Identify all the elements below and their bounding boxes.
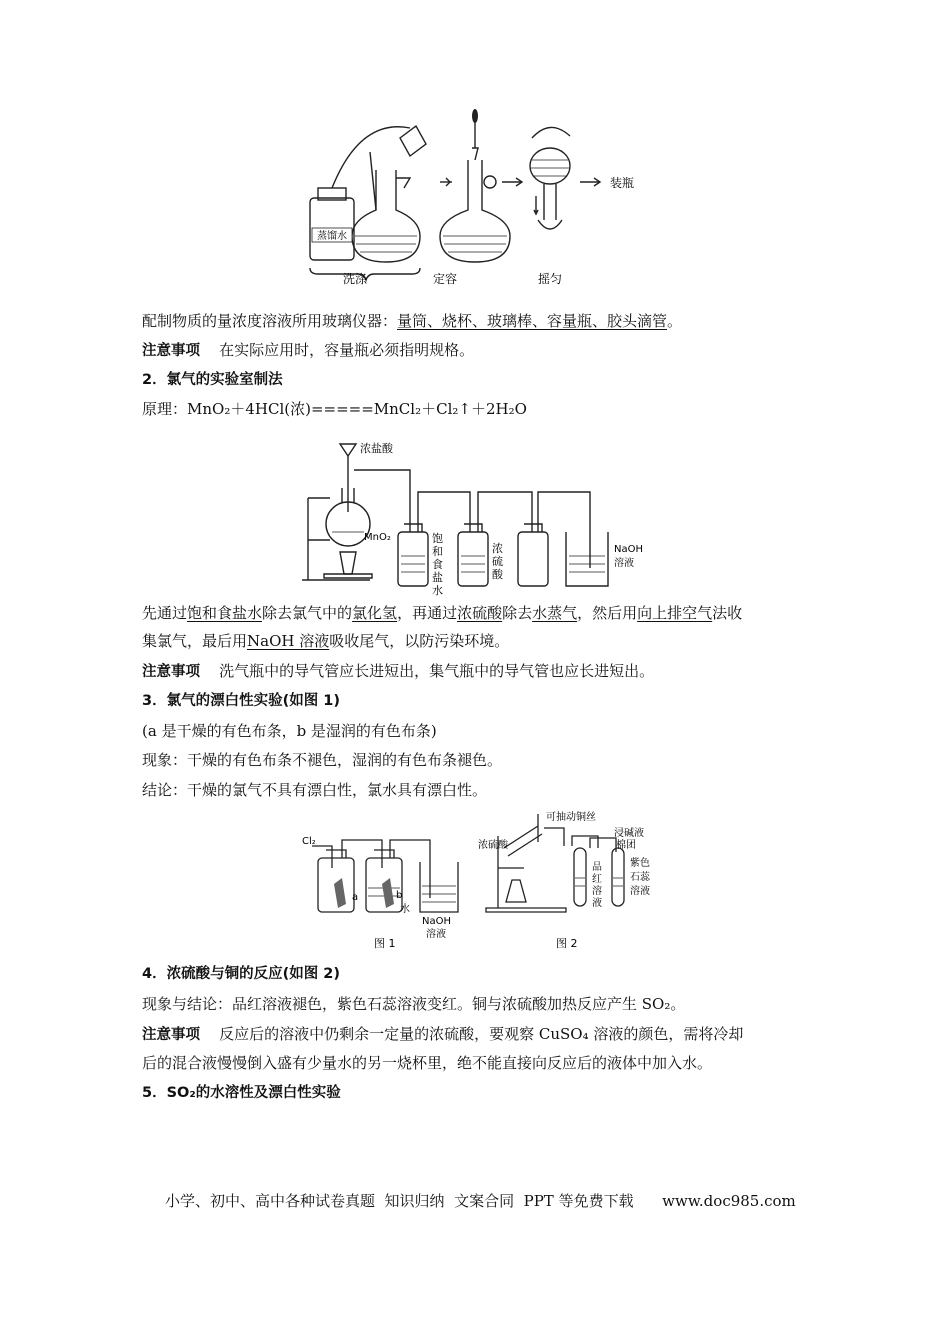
paragraph-ab-note: (a 是干燥的有色布条，b 是湿润的有色布条) [142,722,437,740]
svg-text:盐: 盐 [432,571,443,584]
paragraph-chlorine-collect: 集氯气，最后用NaOH 溶液吸收尾气，以防污染环境。 [142,632,510,650]
conc-h2so4-label [492,541,504,581]
paragraph-chlorine-purify: 先通过饱和食盐水除去氯气中的氯化氢，再通过浓硫酸除去水蒸气，然后用向上排空气法收 [142,604,743,622]
svg-text:食: 食 [432,558,443,571]
note-2: 注意事项 洗气瓶中的导气管应长进短出，集气瓶中的导气管也应长进短出。 [142,662,655,680]
paragraph-copper-reaction: 现象与结论：品红溶液褪色，紫色石蕊溶液变红。铜与浓硫酸加热反应产生 SO₂。 [142,995,686,1013]
mno2-label: MnO₂ [364,532,391,543]
fig2-acid-label: 浓硫酸 [478,840,508,851]
svg-text:色: 色 [640,858,650,869]
note-1: 注意事项 在实际应用时，容量瓶必须指明规格。 [142,341,475,359]
principle-equation: 原理：MnO₂＋4HCl(浓)=====MnCl₂＋Cl₂↑＋2H₂O [142,400,527,418]
svg-text:红: 红 [592,874,602,885]
distilled-water-label: 蒸馏水 [317,231,347,242]
svg-text:浓: 浓 [492,542,503,555]
note-3-line-1: 注意事项 反应后的溶液中仍剩余一定量的浓硫酸，要观察 CuSO₄ 溶液的颜色，需将冷却 [142,1025,744,1043]
cotton-label-2: 棉团 [616,840,636,851]
figure-1-and-2 [298,808,678,960]
magenta-solution-label [592,861,602,909]
naoh-solution-label: 溶液 [614,558,634,569]
label-b: b [396,890,403,901]
svg-text:饱: 饱 [432,532,443,545]
heading-4: 4．浓硫酸与铜的反应(如图 2) [142,966,340,982]
svg-text:和: 和 [432,545,443,558]
heading-5: 5．SO₂的水溶性及漂白性实验 [142,1085,341,1101]
svg-text:石: 石 [630,872,640,883]
svg-text:水: 水 [432,584,443,597]
svg-text:品: 品 [592,862,602,873]
chlorine-apparatus-figure [300,428,660,597]
cl2-label: Cl₂ [302,836,316,847]
page-footer: 小学、初中、高中各种试卷真题 知识归纳 文案合同 PPT 等免费下载 www.doc985.com [165,1192,796,1210]
water-label: 水 [400,904,410,915]
svg-text:硫: 硫 [492,555,503,568]
svg-text:溶: 溶 [630,886,640,897]
brine-label [432,531,443,597]
shake-label: 摇匀 [537,272,563,286]
solution-preparation-figure [300,108,650,288]
paragraph-conclusion: 结论：干燥的氯气不具有漂白性，氯水具有漂白性。 [142,781,488,799]
copper-wire-label: 可抽动铜丝 [546,812,596,823]
svg-text:酸: 酸 [492,568,503,581]
note-title: 注意事项 [142,343,200,359]
svg-text:紫: 紫 [630,858,640,869]
conc-hcl-label: 浓盐酸 [360,442,393,455]
label-a: a [352,892,359,903]
note-3-line-2: 后的混合液慢慢倒入盛有少量水的另一烧杯里，绝不能直接向反应后的液体中加入水。 [142,1054,713,1072]
svg-text:液: 液 [592,898,602,909]
svg-text:溶: 溶 [592,886,602,897]
fix-volume-label: 定容 [432,272,458,286]
svg-text:液: 液 [640,886,650,897]
litmus-solution-label [630,856,651,897]
fig2-caption: 图 2 [556,937,578,950]
fig1-caption: 图 1 [374,937,396,950]
fig1-naoh-solution-label: 溶液 [426,929,446,940]
svg-text:蕊: 蕊 [640,872,650,883]
fig1-naoh-label: NaOH [422,916,451,927]
paragraph-glassware: 配制物质的量浓度溶液所用玻璃仪器：量筒、烧杯、玻璃棒、容量瓶、胶头滴管。 [142,312,683,330]
heading-2: 2．氯气的实验室制法 [142,372,283,388]
naoh-label: NaOH [614,544,643,555]
paragraph-phenomenon: 现象：干燥的有色布条不褪色，湿润的有色布条褪色。 [142,751,503,769]
glassware-answer: 量筒、烧杯、玻璃棒、容量瓶、胶头滴管 [397,312,668,330]
cotton-label-1: 浸碱液 [614,828,644,839]
wash-label: 洗涤 [342,272,368,286]
bottling-label: 装瓶 [610,176,635,190]
heading-3: 3．氯气的漂白性实验(如图 1) [142,693,340,709]
